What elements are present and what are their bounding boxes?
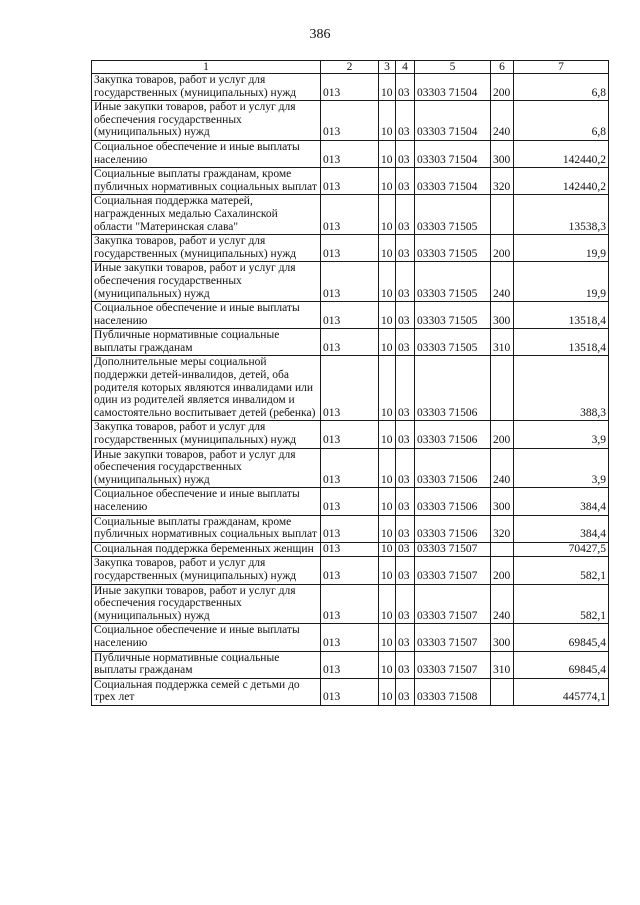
table-row — [92, 74, 609, 101]
section-code-cell: 10 — [379, 557, 396, 584]
item-name-cell: Закупка товаров, работ и услуг для государственных (муниципальных) нужд — [92, 235, 321, 262]
amount-cell: 13518,4 — [514, 329, 609, 356]
column-header: 7 — [514, 61, 609, 74]
subsection-code-cell: 03 — [396, 302, 415, 329]
amount-cell: 142440,2 — [514, 168, 609, 195]
section-code-cell: 10 — [379, 624, 396, 651]
subsection-code-cell: 03 — [396, 140, 415, 167]
item-name-cell: Социальные выплаты гражданам, кроме публичных нормативных социальных выплат — [92, 515, 321, 542]
amount-cell: 70427,5 — [514, 542, 609, 557]
item-name-cell: Закупка товаров, работ и услуг для государственных (муниципальных) нужд — [92, 74, 321, 101]
amount-cell: 445774,1 — [514, 678, 609, 705]
section-code-cell: 10 — [379, 235, 396, 262]
section-code-cell: 10 — [379, 356, 396, 421]
item-name-cell: Социальная поддержка семей с детьми до трех лет — [92, 678, 321, 705]
target-article-cell: 03303 71507 — [415, 584, 491, 624]
expense-type-cell: 320 — [491, 515, 514, 542]
table-row — [92, 448, 609, 488]
section-code-cell: 10 — [379, 678, 396, 705]
expense-type-cell: 300 — [491, 140, 514, 167]
table-row — [92, 140, 609, 167]
ministry-code-cell: 013 — [321, 557, 379, 584]
table-row — [92, 624, 609, 651]
section-code-cell: 10 — [379, 140, 396, 167]
subsection-code-cell: 03 — [396, 74, 415, 101]
table-header-row — [92, 61, 609, 74]
table-row — [92, 101, 609, 141]
target-article-cell: 03303 71504 — [415, 101, 491, 141]
table-row — [92, 584, 609, 624]
section-code-cell: 10 — [379, 74, 396, 101]
section-code-cell: 10 — [379, 651, 396, 678]
ministry-code-cell: 013 — [321, 448, 379, 488]
ministry-code-cell: 013 — [321, 329, 379, 356]
section-code-cell: 10 — [379, 302, 396, 329]
subsection-code-cell: 03 — [396, 557, 415, 584]
target-article-cell: 03303 71505 — [415, 262, 491, 302]
item-name-cell: Закупка товаров, работ и услуг для государственных (муниципальных) нужд — [92, 421, 321, 448]
section-code-cell: 10 — [379, 329, 396, 356]
section-code-cell: 10 — [379, 195, 396, 235]
subsection-code-cell: 03 — [396, 448, 415, 488]
ministry-code-cell: 013 — [321, 584, 379, 624]
subsection-code-cell: 03 — [396, 488, 415, 515]
amount-cell: 6,8 — [514, 101, 609, 141]
target-article-cell: 03303 71506 — [415, 515, 491, 542]
item-name-cell: Социальное обеспечение и иные выплаты населению — [92, 488, 321, 515]
item-name-cell: Социальная поддержка беременных женщин — [92, 542, 321, 557]
table-row — [92, 195, 609, 235]
ministry-code-cell: 013 — [321, 678, 379, 705]
amount-cell: 3,9 — [514, 448, 609, 488]
target-article-cell: 03303 71506 — [415, 356, 491, 421]
expense-type-cell: 310 — [491, 329, 514, 356]
target-article-cell: 03303 71506 — [415, 488, 491, 515]
item-name-cell: Социальная поддержка матерей, награжденных медалью Сахалинской области "Материнская слава" — [92, 195, 321, 235]
section-code-cell: 10 — [379, 448, 396, 488]
expense-type-cell: 240 — [491, 584, 514, 624]
section-code-cell: 10 — [379, 421, 396, 448]
target-article-cell: 03303 71508 — [415, 678, 491, 705]
column-header: 6 — [491, 61, 514, 74]
ministry-code-cell: 013 — [321, 515, 379, 542]
section-code-cell: 10 — [379, 262, 396, 302]
target-article-cell: 03303 71504 — [415, 74, 491, 101]
expense-type-cell: 240 — [491, 101, 514, 141]
expense-type-cell: 300 — [491, 488, 514, 515]
expense-type-cell: 200 — [491, 74, 514, 101]
table-body — [92, 61, 609, 706]
item-name-cell: Иные закупки товаров, работ и услуг для обеспечения государственных (муниципальных) нужд — [92, 584, 321, 624]
expense-type-cell: 320 — [491, 168, 514, 195]
target-article-cell: 03303 71507 — [415, 624, 491, 651]
target-article-cell: 03303 71505 — [415, 302, 491, 329]
ministry-code-cell: 013 — [321, 542, 379, 557]
ministry-code-cell: 013 — [321, 195, 379, 235]
target-article-cell: 03303 71505 — [415, 235, 491, 262]
item-name-cell: Иные закупки товаров, работ и услуг для обеспечения государственных (муниципальных) нужд — [92, 448, 321, 488]
item-name-cell: Социальное обеспечение и иные выплаты населению — [92, 624, 321, 651]
item-name-cell: Закупка товаров, работ и услуг для государственных (муниципальных) нужд — [92, 557, 321, 584]
expense-type-cell: 240 — [491, 448, 514, 488]
budget-table — [91, 60, 609, 706]
amount-cell: 384,4 — [514, 488, 609, 515]
amount-cell: 13518,4 — [514, 302, 609, 329]
subsection-code-cell: 03 — [396, 356, 415, 421]
section-code-cell: 10 — [379, 542, 396, 557]
ministry-code-cell: 013 — [321, 651, 379, 678]
subsection-code-cell: 03 — [396, 329, 415, 356]
table-row — [92, 515, 609, 542]
subsection-code-cell: 03 — [396, 584, 415, 624]
table-row — [92, 421, 609, 448]
table-row — [92, 678, 609, 705]
item-name-cell: Социальное обеспечение и иные выплаты населению — [92, 302, 321, 329]
amount-cell: 19,9 — [514, 235, 609, 262]
ministry-code-cell: 013 — [321, 488, 379, 515]
subsection-code-cell: 03 — [396, 168, 415, 195]
subsection-code-cell: 03 — [396, 678, 415, 705]
item-name-cell: Публичные нормативные социальные выплаты гражданам — [92, 651, 321, 678]
target-article-cell: 03303 71505 — [415, 195, 491, 235]
section-code-cell: 10 — [379, 488, 396, 515]
item-name-cell: Иные закупки товаров, работ и услуг для обеспечения государственных (муниципальных) нужд — [92, 262, 321, 302]
ministry-code-cell: 013 — [321, 74, 379, 101]
item-name-cell: Дополнительные меры социальной поддержки детей-инвалидов, детей, оба родителя которых являются инвалидами или один из родителей является инвалидом и самостоятельно воспитывает детей (ребенка) — [92, 356, 321, 421]
amount-cell: 69845,4 — [514, 624, 609, 651]
table-row — [92, 488, 609, 515]
target-article-cell: 03303 71506 — [415, 421, 491, 448]
ministry-code-cell: 013 — [321, 421, 379, 448]
subsection-code-cell: 03 — [396, 421, 415, 448]
expense-type-cell — [491, 678, 514, 705]
amount-cell: 142440,2 — [514, 140, 609, 167]
subsection-code-cell: 03 — [396, 195, 415, 235]
expense-type-cell: 310 — [491, 651, 514, 678]
table-row — [92, 542, 609, 557]
table-row — [92, 329, 609, 356]
amount-cell: 388,3 — [514, 356, 609, 421]
table-row — [92, 302, 609, 329]
ministry-code-cell: 013 — [321, 140, 379, 167]
amount-cell: 582,1 — [514, 584, 609, 624]
ministry-code-cell: 013 — [321, 168, 379, 195]
table-row — [92, 168, 609, 195]
page-number: 386 — [309, 27, 331, 42]
expense-type-cell: 200 — [491, 557, 514, 584]
ministry-code-cell: 013 — [321, 235, 379, 262]
table-row — [92, 651, 609, 678]
expense-type-cell: 300 — [491, 624, 514, 651]
subsection-code-cell: 03 — [396, 235, 415, 262]
ministry-code-cell: 013 — [321, 101, 379, 141]
subsection-code-cell: 03 — [396, 542, 415, 557]
subsection-code-cell: 03 — [396, 101, 415, 141]
subsection-code-cell: 03 — [396, 515, 415, 542]
ministry-code-cell: 013 — [321, 624, 379, 651]
item-name-cell: Социальные выплаты гражданам, кроме публичных нормативных социальных выплат — [92, 168, 321, 195]
table-row — [92, 356, 609, 421]
expense-type-cell: 240 — [491, 262, 514, 302]
column-header: 2 — [321, 61, 379, 74]
subsection-code-cell: 03 — [396, 262, 415, 302]
section-code-cell: 10 — [379, 168, 396, 195]
table-row — [92, 557, 609, 584]
amount-cell: 69845,4 — [514, 651, 609, 678]
column-header: 5 — [415, 61, 491, 74]
amount-cell: 13538,3 — [514, 195, 609, 235]
amount-cell: 19,9 — [514, 262, 609, 302]
column-header: 4 — [396, 61, 415, 74]
section-code-cell: 10 — [379, 515, 396, 542]
expense-type-cell: 300 — [491, 302, 514, 329]
expense-type-cell: 200 — [491, 421, 514, 448]
expense-type-cell — [491, 356, 514, 421]
ministry-code-cell: 013 — [321, 356, 379, 421]
item-name-cell: Публичные нормативные социальные выплаты гражданам — [92, 329, 321, 356]
target-article-cell: 03303 71507 — [415, 651, 491, 678]
section-code-cell: 10 — [379, 101, 396, 141]
amount-cell: 384,4 — [514, 515, 609, 542]
target-article-cell: 03303 71504 — [415, 140, 491, 167]
table-row — [92, 262, 609, 302]
expense-type-cell: 200 — [491, 235, 514, 262]
amount-cell: 582,1 — [514, 557, 609, 584]
subsection-code-cell: 03 — [396, 624, 415, 651]
item-name-cell: Иные закупки товаров, работ и услуг для обеспечения государственных (муниципальных) нужд — [92, 101, 321, 141]
amount-cell: 6,8 — [514, 74, 609, 101]
amount-cell: 3,9 — [514, 421, 609, 448]
ministry-code-cell: 013 — [321, 262, 379, 302]
expense-type-cell — [491, 542, 514, 557]
column-header: 3 — [379, 61, 396, 74]
ministry-code-cell: 013 — [321, 302, 379, 329]
subsection-code-cell: 03 — [396, 651, 415, 678]
target-article-cell: 03303 71507 — [415, 542, 491, 557]
target-article-cell: 03303 71504 — [415, 168, 491, 195]
section-code-cell: 10 — [379, 584, 396, 624]
item-name-cell: Социальное обеспечение и иные выплаты населению — [92, 140, 321, 167]
target-article-cell: 03303 71507 — [415, 557, 491, 584]
table-row — [92, 235, 609, 262]
column-header: 1 — [92, 61, 321, 74]
expense-type-cell — [491, 195, 514, 235]
target-article-cell: 03303 71506 — [415, 448, 491, 488]
target-article-cell: 03303 71505 — [415, 329, 491, 356]
